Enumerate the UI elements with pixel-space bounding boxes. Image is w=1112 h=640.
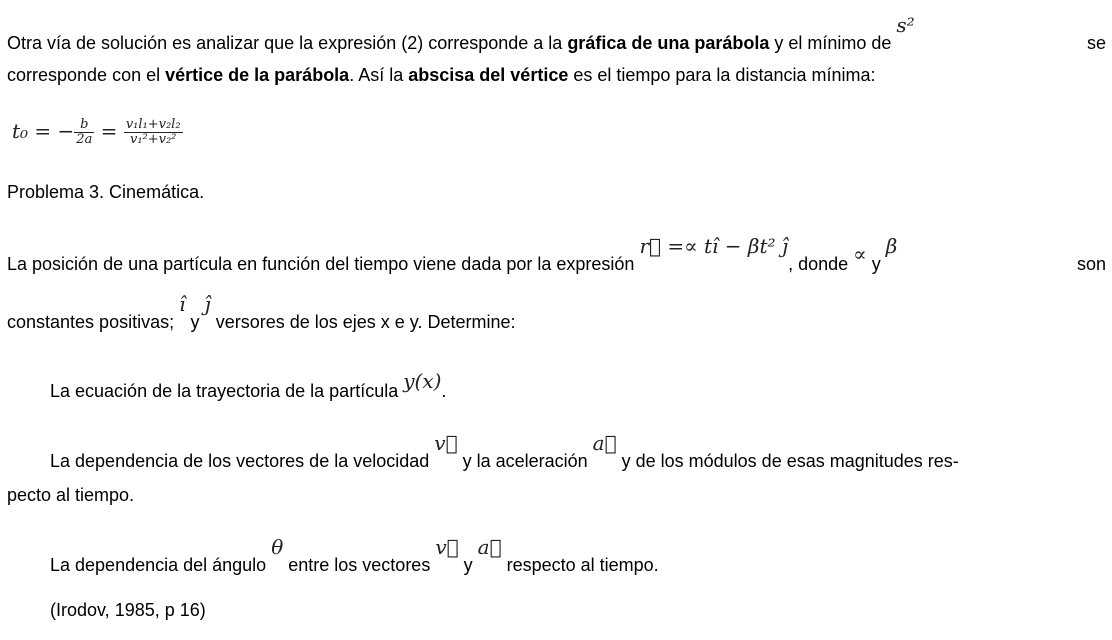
math-s-squared: s² (896, 13, 915, 37)
math-beta: β (885, 234, 898, 258)
paragraph-2-end-word: son (1076, 254, 1106, 274)
math-a-vector: a⃗ (592, 431, 617, 455)
paragraph-2-line-2: constantes positivas; î y ĵ versores de los ejes x e y. Determine: (7, 292, 516, 332)
formula-t0: t₀ = − $\frac{b}{2a}$ = $\frac{\text{v₁l₁+v₂l₂}}{\text{v₁²+v₂²}}$ (12, 117, 181, 147)
bold-term: abscisa del vértice (408, 65, 569, 85)
item-1: La ecuación de la trayectoria de la partícula y(x). (50, 369, 447, 401)
math-v-vector: v⃗ (434, 431, 458, 455)
paragraph-1-end-word: se (1086, 33, 1106, 53)
math-i-hat: î (179, 292, 186, 316)
math-j-hat: ĵ (204, 292, 211, 316)
problem-title: Problema 3. Cinemática. (7, 182, 205, 202)
math-v-vector: v⃗ (435, 535, 459, 559)
fraction-b-over-2a: $\frac{b}{2a}$ (76, 117, 93, 147)
math-position-vector: r⃗ =∝ tî − βt² ĵ (639, 234, 789, 258)
item-2-line-1: La dependencia de los vectores de la velocidad v⃗ y la aceleración a⃗ y de los módulos de esas magnitudes res- (50, 431, 959, 471)
math-a-vector: a⃗ (477, 535, 502, 559)
citation: (Irodov, 1985, p 16) (50, 600, 206, 620)
item-3: La dependencia del ángulo θ entre los vectores v⃗ y a⃗ respecto al tiempo. (50, 535, 659, 575)
paragraph-1-line-2: corresponde con el vértice de la parábola. Así la abscisa del vértice es el tiempo para la distancia mínima: (7, 65, 876, 85)
bold-term: vértice de la parábola (165, 65, 350, 85)
math-alpha: ∝ (853, 242, 867, 266)
math-y-of-x: y(x) (403, 369, 442, 393)
math-theta: θ (271, 535, 284, 559)
paragraph-1-line-1: Otra vía de solución es analizar que la expresión (2) corresponde a la gráfica de una parábola y el mínimo de s² (7, 13, 915, 53)
bold-term: gráfica de una parábola (567, 33, 770, 53)
item-2-line-2: pecto al tiempo. (7, 485, 135, 505)
fraction-velocities: $\frac{\text{v₁l₁+v₂l₂}}{\text{v₁²+v₂²}}$ (125, 117, 181, 147)
paragraph-2-line-1: La posición de una partícula en función del tiempo viene dada por la expresión r⃗ =∝ tî − βt² ĵ, donde ∝ y β (7, 234, 898, 274)
